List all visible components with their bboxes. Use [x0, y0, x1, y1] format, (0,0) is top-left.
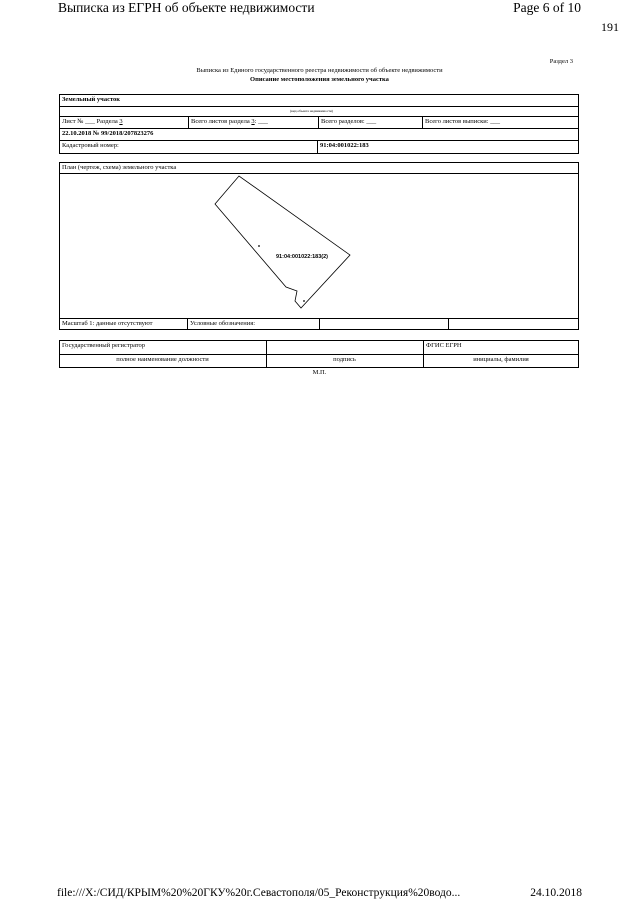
total-sections: Всего разделов: ___ — [321, 118, 377, 125]
divider — [59, 106, 579, 107]
print-header-title: Выписка из ЕГРН об объекте недвижимости — [58, 0, 315, 15]
cadastral-label: Кадастровый номер: — [62, 142, 119, 149]
divider — [59, 116, 579, 117]
divider — [448, 318, 449, 330]
divider — [319, 318, 320, 330]
section-number-value: 3 — [119, 118, 123, 125]
document-heading: Выписка из Единого государственного реестра недвижимости об объекте недвижимости — [196, 67, 443, 74]
print-footer-date: 24.10.2018 — [530, 887, 582, 899]
registrar-label: Государственный регистратор — [62, 342, 146, 349]
divider — [59, 140, 579, 141]
object-type: Земельный участок — [62, 96, 121, 103]
extract-table — [59, 94, 579, 154]
divider — [266, 340, 267, 368]
print-header-page-indicator: Page 6 of 10 — [513, 0, 581, 15]
page-number: 191 — [601, 20, 619, 34]
sheet-number-label: Лист № — [62, 118, 84, 125]
legend-label: Условные обозначения: — [190, 320, 256, 327]
boundary-point — [303, 300, 305, 302]
divider — [318, 116, 319, 128]
plot-cadastral-label: 91:04:001022:183(2) — [276, 254, 328, 260]
date-number: 22.10.2018 № 99/2018/207823276 — [62, 130, 154, 137]
land-plot-boundary — [215, 176, 350, 308]
cadastral-value: 91:04:001022:183 — [320, 142, 369, 149]
scale-label: Масштаб 1: данные отсутствуют — [62, 320, 153, 327]
registrar-org: ФГИС ЕГРН — [426, 342, 462, 349]
total-sheets-section-cell — [191, 119, 268, 126]
document-subheading: Описание местоположения земельного участка — [250, 76, 389, 83]
total-sheets-extract: Всего листов выписки: ___ — [425, 118, 500, 125]
section-label: Раздел 3 — [549, 58, 573, 65]
stamp-label: М.П. — [312, 369, 327, 376]
sheet-number-cell — [62, 119, 123, 126]
divider — [59, 128, 579, 129]
initials-caption: инициалы, фамилия — [473, 356, 529, 363]
divider — [188, 116, 189, 128]
land-plot-drawing — [59, 173, 579, 318]
divider — [317, 140, 318, 154]
divider — [187, 318, 188, 330]
print-footer-path: file:///X:/СИД/КРЫМ%20%20ГКУ%20г.Севастополя/05_Реконструкция%20водо... — [57, 887, 461, 899]
position-caption: полное наименование должности — [116, 356, 209, 363]
sheet-number-value: ___ — [85, 118, 95, 125]
divider — [59, 354, 579, 355]
total-sheets-section-label: Всего листов раздела — [191, 118, 250, 125]
section-number-label: Раздела — [96, 118, 118, 125]
object-type-caption: (вид объекта недвижимости) — [290, 109, 333, 113]
boundary-point — [258, 245, 260, 247]
divider — [422, 116, 423, 128]
plan-title: План (чертеж, схема) земельного участка — [62, 164, 177, 171]
total-sheets-section-suffix: : ___ — [254, 118, 268, 125]
total-sheets-section-value: 3 — [251, 118, 255, 125]
divider — [423, 340, 424, 368]
signature-caption: подпись — [333, 356, 356, 363]
